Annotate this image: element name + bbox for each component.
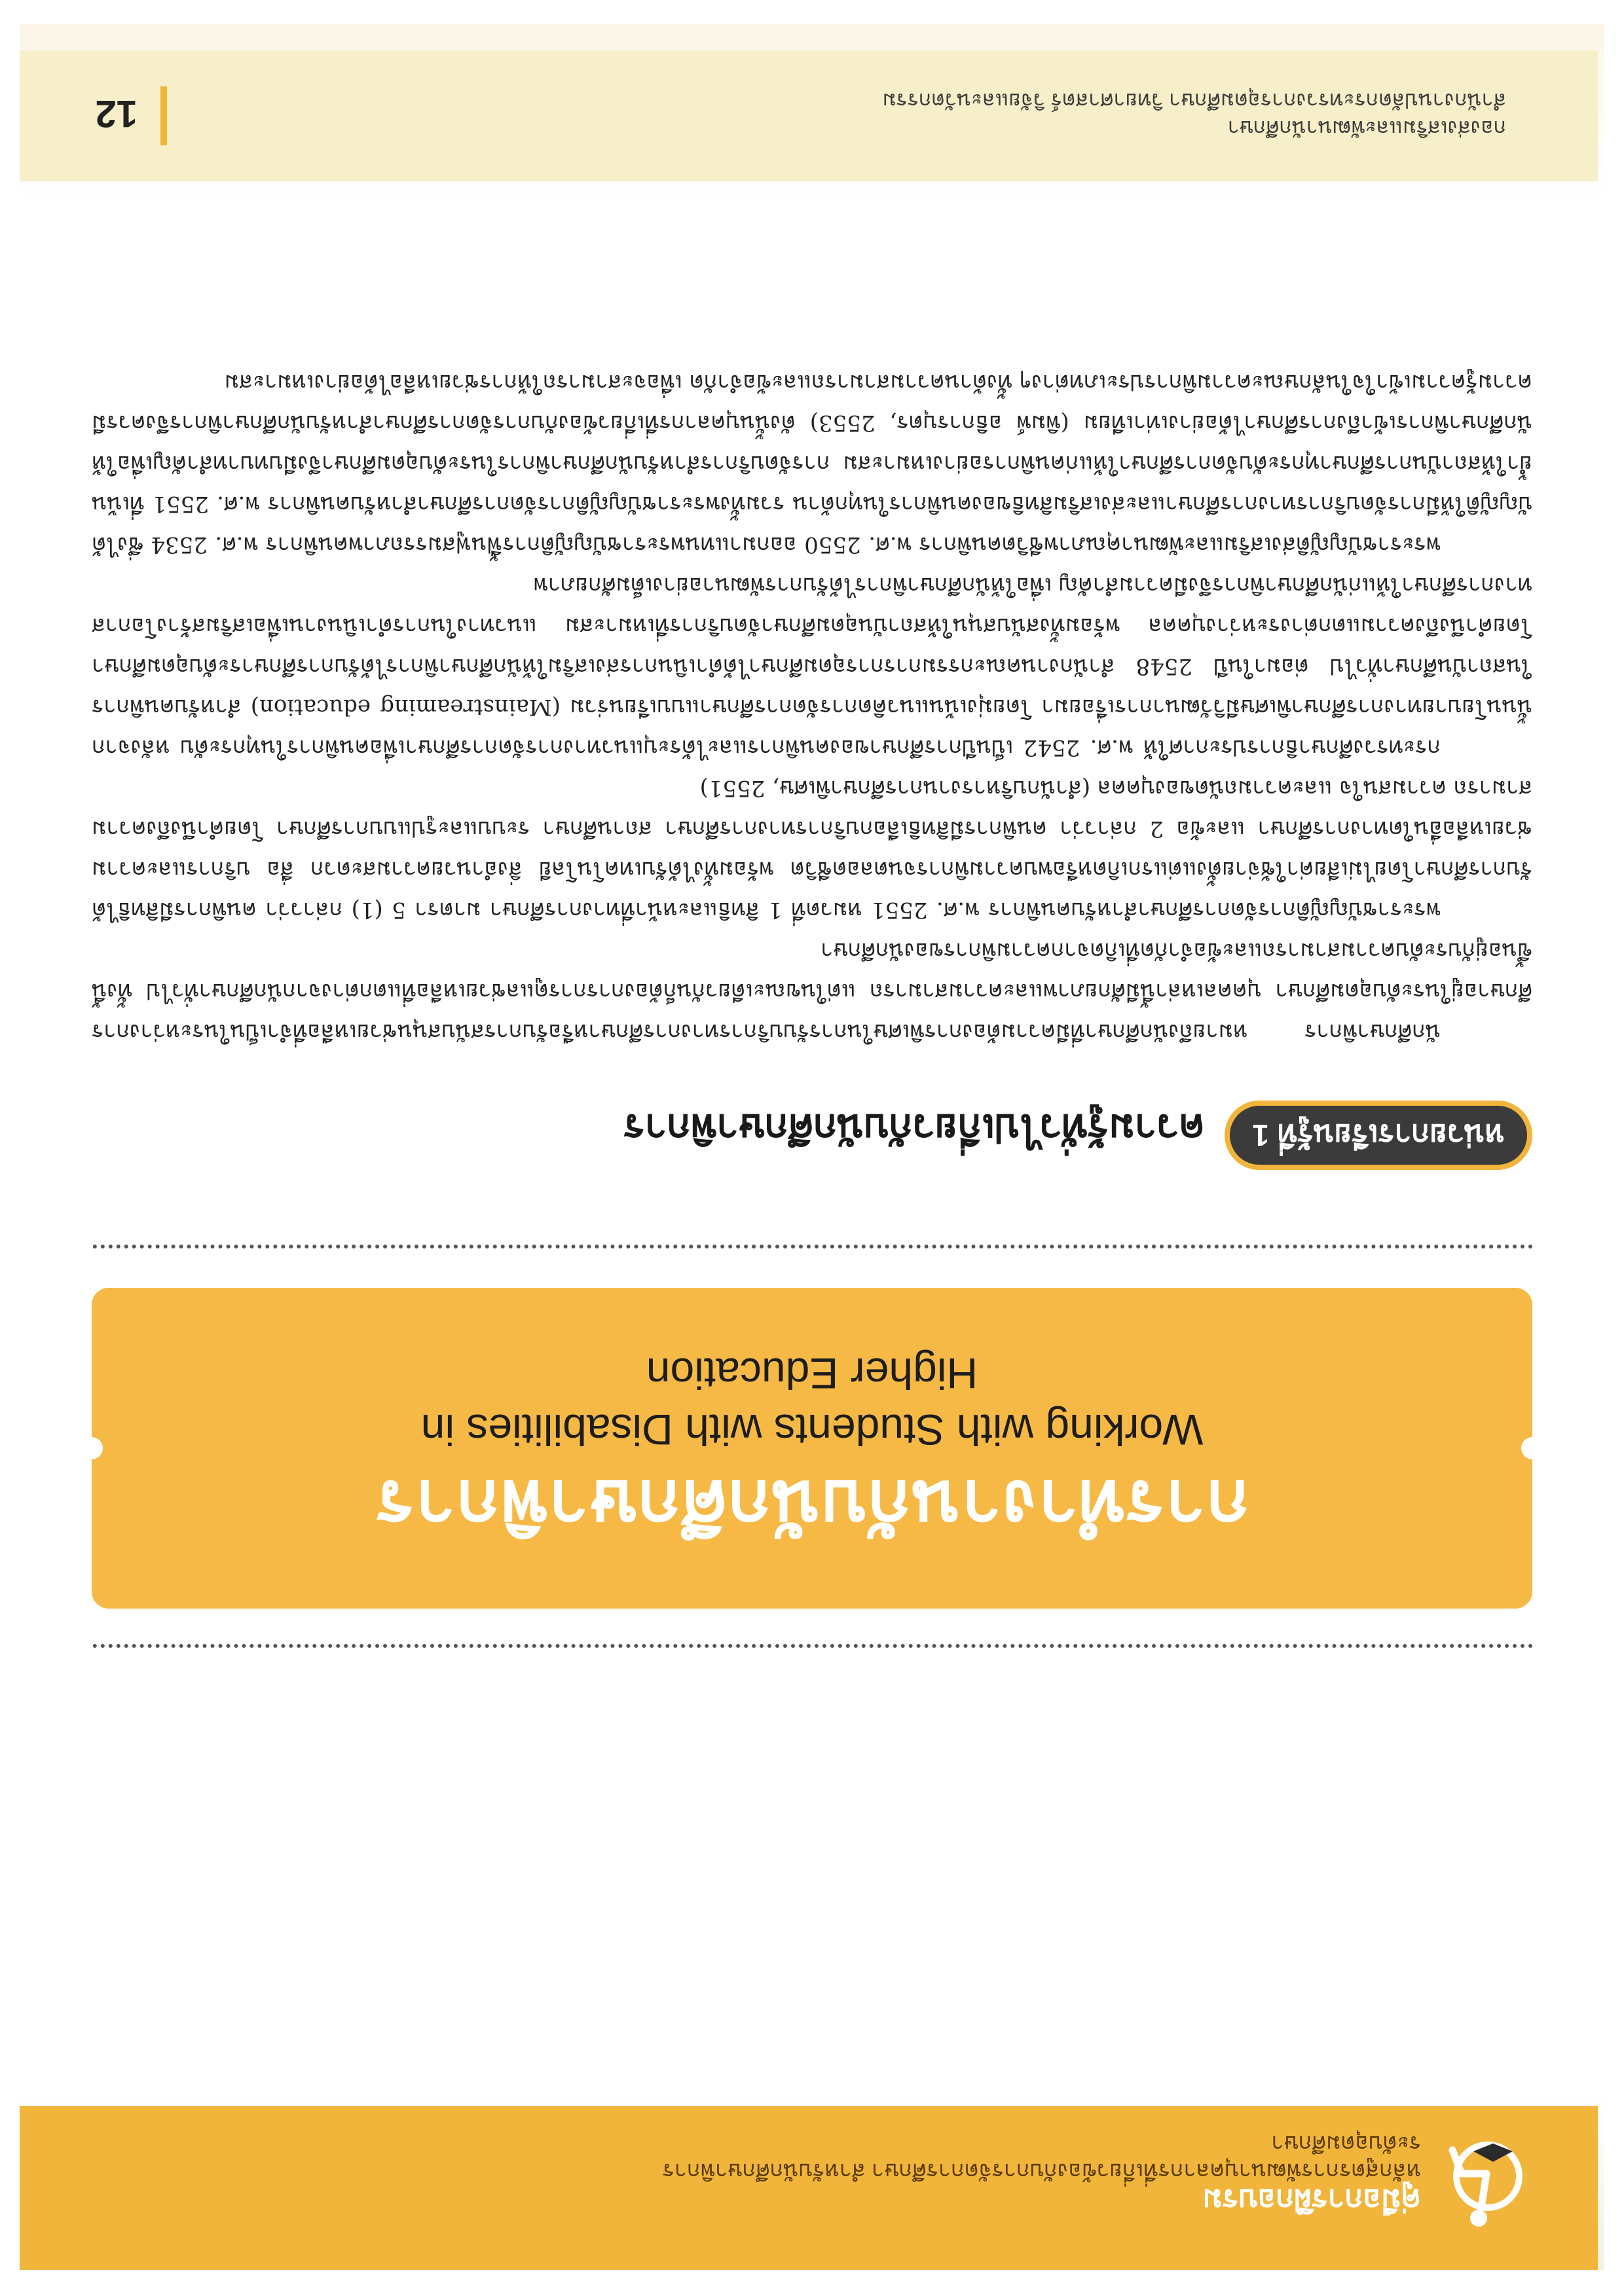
dotted-divider — [92, 1644, 1532, 1648]
body-paragraph: นักศึกษาพิการ หมายถึงนักศึกษาที่มีความต้องการพิเศษในการรับบริการทางการศึกษาหรือรับการสนับสนุนช่วยเหลือที่จำเป็นในระหว่างการศึกษาอยู่ในระดับอุดมศึกษา บุคคลเหล่านี้มีศักยภาพและความสามารถ แต่ในขณะเดียวกันก็ต้องการการดูแลช่วยเหลือที่แตกต่างจากนักศึกษาทั่วไป ทั้งนี้ขึ้นอยู่กับระดับความสามารถและข้อจำกัดที่เกิดจากความพิการของนักศึกษา — [92, 938, 1532, 1045]
book-subtitle: หลักสูตรการพัฒนาบุคลากรที่เกี่ยวข้องกับการจัดการศึกษา สำหรับนักศึกษาพิการระดับอุดมศึกษา — [662, 2131, 1421, 2183]
page-number: 12 — [95, 92, 138, 135]
body-paragraph: กระทรวงศึกษาธิการประกาศให้ พ.ศ. 2542 เป็นปีการศึกษาของคนพิการและได้ระบุแนวทางการจัดการศึกษาเพื่อคนพิการในทุกระดับ หลังจากนั้นนโยบายทางการศึกษาพิเศษมีวิวัฒนาการเรื่อยมา โดยมุ่งเน้นแนวคิดการจัดการศึกษาแบบเรียนร่วม (Mainstreaming education) สำหรับคนพิการในสถาบันศึกษาทั่วไป ต่อมาในปี 2548 สำนักงานคณะกรรมการการอุดมศึกษาได้ดำเนินการส่งเสริมให้นักศึกษาพิการได้รับการศึกษาระดับอุดมศึกษา โดยคำนึงถึงความแตกต่างระหว่างบุคคล พร้อมทั้งสนับสนุนให้สถาบันอุดมศึกษาจัดบริการที่เหมาะสม แนวทางในการดำเนินงานเพื่อเสริมสร้างโอกาสทางการศึกษาให้แก่นักศึกษาพิการจึงมีความสำคัญ เพื่อให้นักศึกษาพิการได้รับการพัฒนาอย่างเต็มศักยภาพ — [92, 572, 1532, 761]
unit-heading — [92, 1091, 1532, 1170]
body-paragraph: พระราชบัญญัติการจัดการศึกษาสำหรับคนพิการ พ.ศ. 2551 หมวดที่ 1 สิทธิและหน้าที่ทางการศึกษา มาตรา 5 (1) กล่าวว่า คนพิการมีสิทธิได้รับการศึกษาโดยไม่เสียค่าใช้จ่ายตั้งแต่แรกเกิดหรือพบความพิการจนตลอดชีวิต พร้อมทั้งได้รับเทคโนโลยี สิ่งอำนวยความสะดวก สื่อ บริการและความช่วยเหลืออื่นใดทางการศึกษา และข้อ 2 กล่าวว่า คนพิการมีสิทธิเลือกบริการทางการศึกษา สถานศึกษา ระบบและรูปแบบการศึกษา โดยคำนึงถึงความสามารถ ความสนใจ และความถนัดของบุคคล (สำนักบริหารงานการศึกษาพิเศษ, 2551) — [92, 775, 1532, 923]
footer-accent-bar — [160, 86, 167, 145]
unit-badge: หน่วยการเรียนรู้ที่ 1 — [1225, 1101, 1532, 1170]
chapter-title-thai: การทำงานกับนักศึกษาพิการ — [375, 1467, 1249, 1546]
chapter-title-english — [92, 1345, 1532, 1458]
footer-org-line-1: กองส่งเสริมและพัฒนานักศึกษา — [1227, 117, 1506, 140]
chapter-title-english-line-1: Working with Students with Disabilities in — [420, 1406, 1204, 1454]
chapter-banner — [92, 1288, 1532, 1609]
wheelchair-graduation-icon — [1441, 2136, 1539, 2234]
body-paragraph: พระราชบัญญัติส่งเสริมและพัฒนาคุณภาพชีวิตคนพิการ พ.ศ. 2550 ออกมาแทนพระราชบัญญัติการฟื้นฟูสมรรถภาพคนพิการ พ.ศ. 2534 ซึ่งได้บัญญัติให้มีการจัดบริการทางการศึกษาและส่งเสริมสิทธิของคนพิการในทุกด้าน รวมทั้งพระราชบัญญัติการจัดการศึกษาสำหรับคนพิการ พ.ศ. 2551 ที่เน้นย้ำให้สถาบันการศึกษาทุกระดับจัดการศึกษาให้แก่คนพิการอย่างเหมาะสม การจัดบริการสำหรับนักศึกษาพิการในระดับอุดมศึกษาจึงมีบทบาทสำคัญเพื่อให้นักศึกษาพิการเข้าถึงการศึกษาได้อย่างเท่าเทียม (พิมพ์ อธิการบุตร, 2553) ดังนั้นบุคลากรที่เกี่ยวข้องกับการจัดการศึกษาสำหรับนักศึกษาพิการจึงควรมีความรู้ความเข้าใจในลักษณะความพิการประเภทต่างๆ ทั้งด้านความสามารถและข้อจำกัด เพื่อจะสามารถให้การช่วยเหลือได้อย่างเหมาะสม — [92, 369, 1532, 558]
footer-organization — [458, 87, 1506, 142]
book-title: คู่มือการฝึกอบรม — [1202, 2183, 1421, 2217]
unit-title: ความรู้ทั่วไปเกี่ยวกับนักศึกษาพิการ — [623, 1106, 1205, 1150]
dotted-divider — [92, 1245, 1532, 1248]
chapter-title-english-line-2: Higher Education — [646, 1349, 978, 1398]
body-text — [92, 362, 1532, 1052]
page-footer — [20, 50, 1598, 181]
footer-org-line-2: สำนักงานปลัดกระทรวงการอุดมศึกษา วิทยาศาสตร์ วิจัยและนวัตกรรม — [882, 89, 1506, 113]
book-header — [20, 2106, 1598, 2270]
